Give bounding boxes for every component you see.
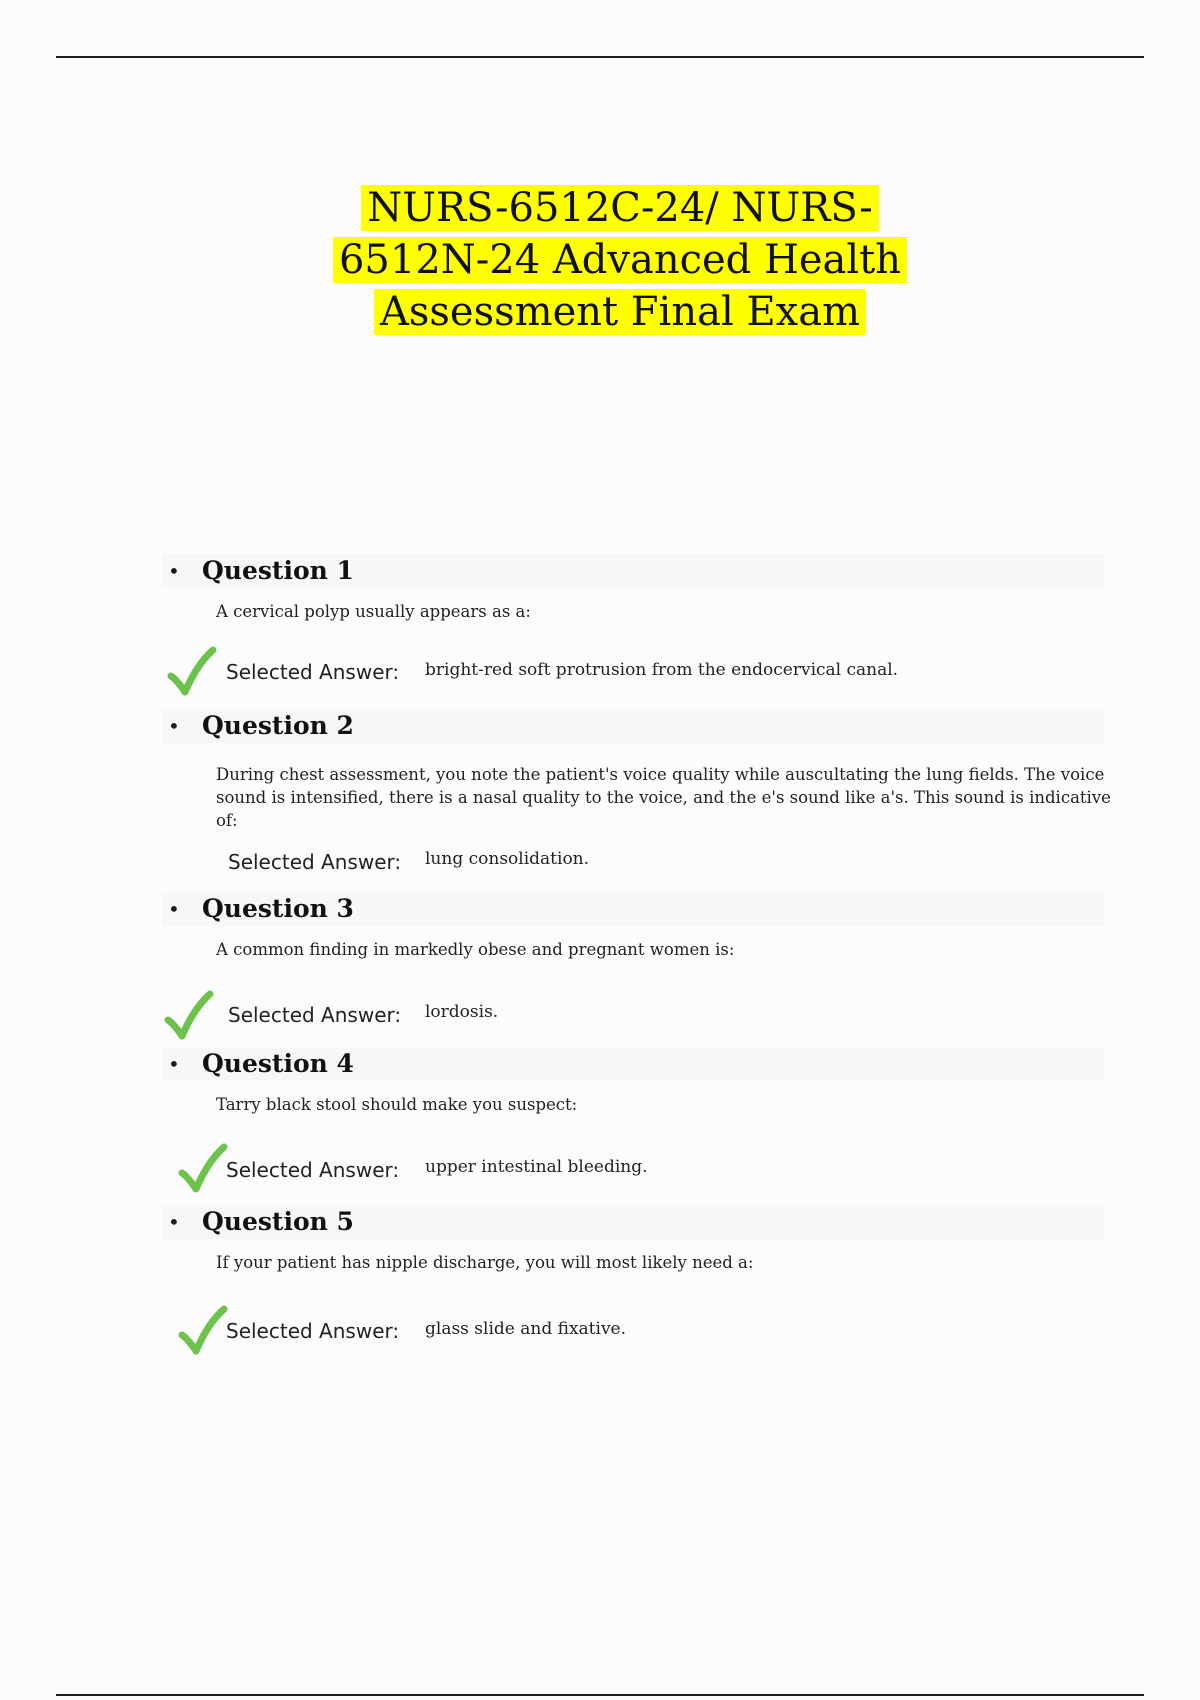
selected-answer: upper intestinal bleeding. [425, 1157, 648, 1177]
question-text: During chest assessment, you note the patient's voice quality while auscultating the lung fields. The voice sound is intensified, there is a nasal quality to the voice, and the e's sound like a's. This sound is indicative of: [216, 765, 1111, 830]
question-title: Question 5 [202, 1207, 354, 1236]
question-5 [162, 1205, 1104, 1343]
question-header [162, 1205, 1104, 1239]
question-text: A common finding in markedly obese and pregnant women is: [216, 940, 735, 959]
page-title: NURS-6512C-24/ NURS-6512N-24 Advanced Health Assessment Final Exam [333, 185, 907, 335]
selected-answer-label: Selected Answer: [228, 850, 402, 874]
question-1 [162, 554, 1104, 684]
bottom-rule [56, 1694, 1144, 1696]
bullet-icon: • [168, 897, 180, 921]
question-3 [162, 892, 1104, 1027]
bullet-icon: • [168, 714, 180, 738]
selected-answer: glass slide and fixative. [425, 1319, 627, 1339]
question-title: Question 1 [202, 556, 354, 585]
selected-answer-label: Selected Answer: [228, 1003, 402, 1027]
question-title: Question 3 [202, 894, 354, 923]
question-title: Question 4 [202, 1049, 354, 1078]
bullet-icon: • [168, 1052, 180, 1076]
checkmark-icon [164, 990, 220, 1042]
question-2 [162, 709, 1111, 874]
selected-answer-label: Selected Answer: [226, 1319, 400, 1343]
question-header [162, 892, 1104, 926]
question-4 [162, 1047, 1104, 1182]
question-text: Tarry black stool should make you suspect: [216, 1095, 578, 1114]
question-title: Question 2 [202, 711, 354, 740]
question-text: If your patient has nipple discharge, you will most likely need a: [216, 1253, 754, 1272]
title-block [300, 182, 940, 338]
selected-answer-label: Selected Answer: [226, 660, 400, 684]
question-text: A cervical polyp usually appears as a: [216, 602, 531, 621]
checkmark-icon [167, 646, 223, 698]
question-header [162, 1047, 1104, 1081]
selected-answer: lung consolidation. [425, 849, 590, 869]
selected-answer: bright-red soft protrusion from the endocervical canal. [425, 660, 899, 680]
question-header [162, 709, 1104, 743]
bullet-icon: • [168, 559, 180, 583]
selected-answer-label: Selected Answer: [226, 1158, 400, 1182]
question-header [162, 554, 1104, 588]
selected-answer: lordosis. [425, 1002, 499, 1022]
top-rule [56, 56, 1144, 58]
bullet-icon: • [168, 1210, 180, 1234]
